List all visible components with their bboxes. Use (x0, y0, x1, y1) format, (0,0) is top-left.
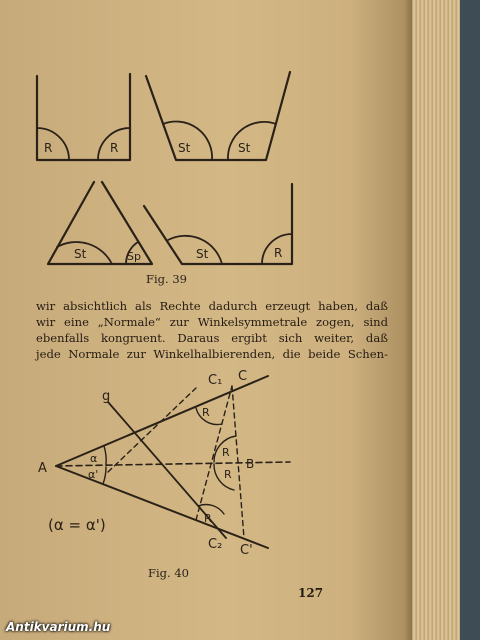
figure-40-caption: Fig. 40 (148, 566, 189, 580)
point-c1-label: C₁ (208, 373, 223, 388)
r-label-bottom: R (204, 512, 212, 525)
arc-label-r2: R (110, 141, 119, 155)
r-label-top: R (202, 406, 210, 419)
arc-label-sp: Sp (127, 250, 141, 263)
formula-label: (α = α') (48, 516, 106, 534)
page-number: 127 (298, 586, 324, 600)
arc-label-st1: St (178, 141, 191, 155)
body-line-4: jede Normale zur Winkelhalbierenden, die beide Schen- (36, 347, 388, 361)
point-c-label: C (238, 369, 248, 384)
figure-39-caption: Fig. 39 (146, 272, 187, 286)
point-c2-label: C₂ (208, 537, 223, 552)
body-line-1: wir absichtlich als Rechte dadurch erzeugt haben, daß (36, 299, 388, 313)
arc-label-st3: St (74, 247, 87, 261)
alpha-prime-label: α' (88, 468, 99, 481)
r-label-upper-mid: R (222, 446, 230, 459)
point-a-label: A (38, 461, 47, 476)
arc-label-r3: R (274, 246, 283, 260)
arc-label-st4: St (196, 247, 209, 261)
body-line-3: ebenfalls kongruent. Daraus ergibt sich weiter, daß (36, 331, 388, 345)
watermark-logo: Antikvarium.hu (6, 620, 111, 634)
alpha-label: α (90, 452, 98, 465)
line-g-label: g (102, 389, 111, 404)
r-label-lower-mid: R (224, 468, 232, 481)
dashed-line-c1 (108, 388, 196, 472)
arc-label-r1: R (44, 141, 53, 155)
point-cprime-label: C' (240, 543, 253, 558)
page-edges (412, 0, 460, 640)
alpha-arc (104, 446, 106, 465)
normal-c-cprime (232, 386, 244, 538)
body-line-2: wir eine „Normale“ zur Winkelsymmetrale zogen, sind (36, 315, 388, 329)
alpha-prime-arc (103, 467, 106, 484)
arc-label-st2: St (238, 141, 251, 155)
point-b-label: B (246, 457, 255, 471)
